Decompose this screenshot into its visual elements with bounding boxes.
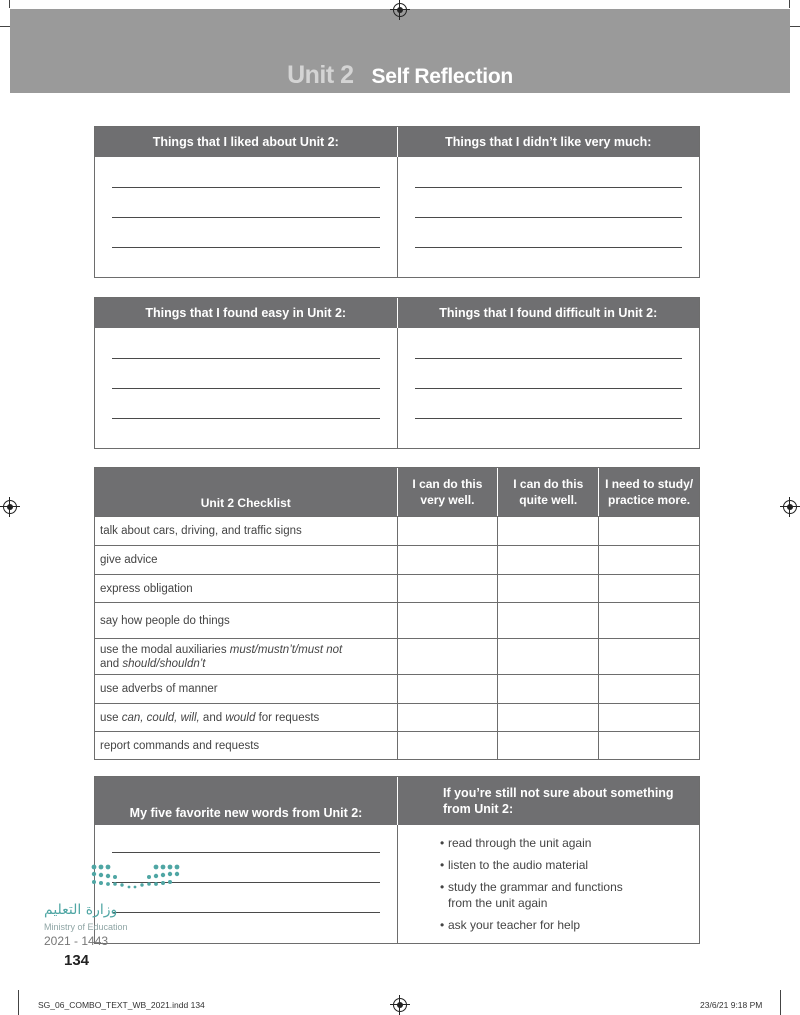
easy-header: Things that I found easy in Unit 2:: [145, 306, 347, 320]
page-title: [10, 61, 790, 90]
table-row: [95, 545, 699, 574]
check-cell[interactable]: [397, 732, 498, 759]
crop-mark: [18, 990, 19, 1015]
checklist-item: give advice: [100, 554, 158, 566]
footer-date: 23/6/21 9:18 PM: [700, 1000, 763, 1010]
disliked-writing-area[interactable]: [397, 157, 700, 277]
check-cell[interactable]: [397, 639, 498, 674]
list-item: • ask your teacher for help: [440, 918, 581, 932]
crop-mark: [789, 0, 790, 8]
section-title: Self Reflection: [371, 65, 513, 88]
crop-mark: [790, 26, 800, 27]
column-very-well: I can do this very well.: [397, 468, 498, 516]
check-cell[interactable]: [497, 675, 598, 703]
table-row: [95, 674, 699, 703]
check-cell[interactable]: [598, 546, 699, 574]
check-cell[interactable]: [497, 732, 598, 759]
checklist-item: talk about cars, driving, and traffic signs: [100, 525, 302, 537]
check-cell[interactable]: [598, 575, 699, 602]
unit-label: Unit 2: [287, 61, 354, 89]
check-cell[interactable]: [598, 675, 699, 703]
table-row: [95, 731, 699, 759]
column-study-more: I need to study/ practice more.: [598, 468, 699, 516]
check-cell[interactable]: [397, 704, 498, 731]
checklist-item: express obligation: [100, 582, 193, 595]
easy-writing-area[interactable]: [95, 328, 397, 448]
check-cell[interactable]: [397, 675, 498, 703]
check-cell[interactable]: [598, 603, 699, 638]
list-item: • study the grammar and functions from the unit again: [440, 880, 623, 910]
check-cell[interactable]: [397, 546, 498, 574]
check-cell[interactable]: [397, 603, 498, 638]
check-cell[interactable]: [397, 575, 498, 602]
easy-box: [94, 297, 700, 449]
check-cell[interactable]: [497, 704, 598, 731]
favorite-words-header: My five favorite new words from Unit 2:: [129, 806, 363, 820]
check-cell[interactable]: [397, 517, 498, 545]
favorite-words-box: [94, 776, 700, 944]
column-quite-well: I can do this quite well.: [497, 468, 598, 516]
checklist-table: [94, 467, 700, 760]
checklist-item: use can, could, will, and would for requests: [100, 711, 320, 724]
table-row: [95, 602, 699, 638]
check-cell[interactable]: [497, 517, 598, 545]
liked-box: [94, 126, 700, 278]
logo-arabic-text: وزارة التعليم: [44, 902, 118, 918]
check-cell[interactable]: [598, 704, 699, 731]
checklist-item: say how people do things: [100, 614, 230, 627]
difficult-writing-area[interactable]: [397, 328, 700, 448]
check-cell[interactable]: [598, 732, 699, 759]
disliked-header: Things that I didn’t like very much:: [397, 127, 700, 157]
check-cell[interactable]: [497, 575, 598, 602]
table-row: [95, 703, 699, 731]
difficult-header: Things that I found difficult in Unit 2:: [397, 298, 700, 328]
advice-list: [397, 825, 699, 943]
registration-mark-icon: [393, 3, 407, 17]
footer-file-slug: SG_06_COMBO_TEXT_WB_2021.indd 134: [38, 1000, 205, 1010]
table-row: [95, 516, 699, 545]
crop-mark: [9, 0, 10, 8]
checklist-title: Unit 2 Checklist: [200, 496, 291, 510]
liked-header: Things that I liked about Unit 2:: [152, 135, 339, 149]
checklist-item: use the modal auxiliaries must/mustn’t/must not and should/shouldn’t: [100, 643, 343, 670]
checklist-item: report commands and requests: [100, 739, 260, 752]
logo-english-text: Ministry of Education: [44, 922, 128, 932]
registration-mark-icon: [783, 500, 797, 514]
registration-mark-icon: [3, 500, 17, 514]
edition-year: 2021 - 1443: [44, 934, 109, 948]
page-number: 134: [64, 952, 90, 969]
check-cell[interactable]: [497, 639, 598, 674]
table-row: [95, 638, 699, 674]
not-sure-header: If you’re still not sure about something from Unit 2:: [397, 777, 699, 825]
table-row: [95, 574, 699, 602]
dots-icon: [90, 862, 182, 890]
registration-mark-icon: [393, 998, 407, 1012]
check-cell[interactable]: [598, 517, 699, 545]
check-cell[interactable]: [497, 546, 598, 574]
checklist-item: use adverbs of manner: [100, 683, 218, 695]
list-item: • read through the unit again: [440, 836, 592, 850]
liked-writing-area[interactable]: [95, 157, 397, 277]
check-cell[interactable]: [598, 639, 699, 674]
list-item: • listen to the audio material: [440, 858, 589, 872]
crop-mark: [780, 990, 781, 1015]
crop-mark: [0, 26, 10, 27]
title-banner: [10, 9, 790, 93]
check-cell[interactable]: [497, 603, 598, 638]
